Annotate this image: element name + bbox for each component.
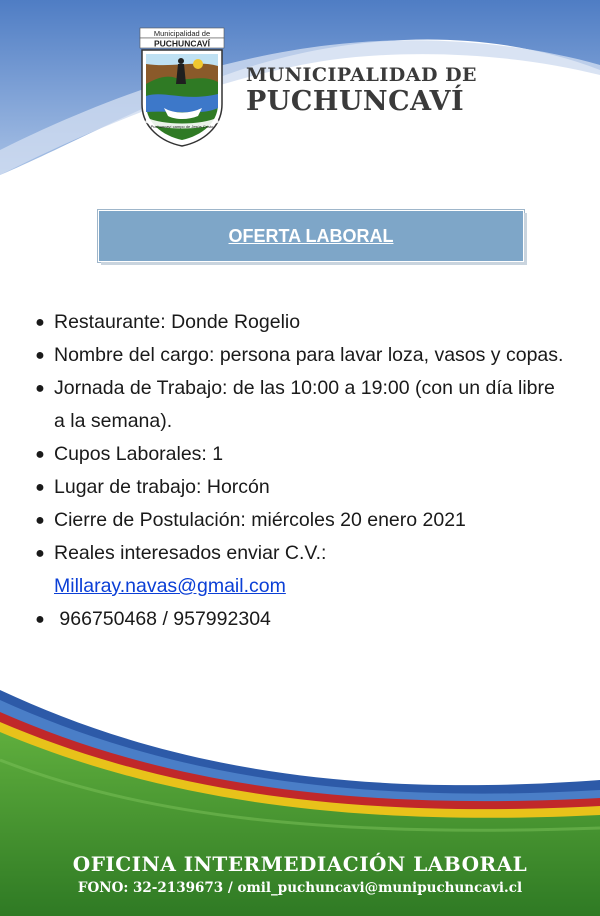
bullet-icon: ● [35, 314, 45, 331]
openings-text: Cupos Laborales: 1 [54, 443, 224, 465]
logo-motto: Puchuncaví campo de Jesús Cristo [150, 124, 214, 129]
phones-text: 966750468 / 957992304 [54, 608, 271, 630]
apply-text: Reales interesados enviar C.V.: [54, 542, 327, 564]
bullet-icon: ● [35, 512, 45, 529]
header-title-line1: MUNICIPALIDAD DE [246, 64, 478, 86]
bullet-icon: ● [35, 611, 45, 628]
detail-location [34, 471, 564, 504]
logo-caption: Municipalidad de [153, 29, 211, 38]
bullet-icon: ● [35, 380, 45, 397]
bullet-icon: ● [35, 446, 45, 463]
restaurant-text: Restaurante: Donde Rogelio [54, 311, 301, 333]
footer-office-title: OFICINA INTERMEDIACIÓN LABORAL [72, 852, 528, 876]
detail-apply [34, 537, 564, 603]
detail-position [34, 339, 564, 372]
municipal-logo [132, 24, 232, 150]
detail-schedule [34, 372, 564, 438]
detail-openings [34, 438, 564, 471]
bullet-icon: ● [35, 545, 45, 562]
detail-restaurant [34, 306, 564, 339]
detail-deadline [34, 504, 564, 537]
logo-name: PUCHUNCAVÍ [153, 38, 211, 49]
job-offer-banner [98, 210, 524, 262]
email-link[interactable]: Millaray.navas@gmail.com [54, 575, 286, 597]
detail-phones [34, 603, 564, 636]
job-details-list [34, 306, 564, 636]
job-offer-title: OFERTA LABORAL [228, 225, 394, 246]
location-text: Lugar de trabajo: Horcón [54, 476, 270, 498]
deadline-text: Cierre de Postulación: miércoles 20 enero 2021 [54, 509, 466, 531]
schedule-text: Jornada de Trabajo: de las 10:00 a 19:00 (con un día libre a la semana). [54, 377, 555, 432]
header-title-line2: PUCHUNCAVÍ [246, 86, 465, 117]
footer-contact-info: FONO: 32-2139673 / omil_puchuncavi@munipuchuncavi.cl [77, 880, 523, 896]
bullet-icon: ● [35, 479, 45, 496]
bullet-icon: ● [35, 347, 45, 364]
position-text: Nombre del cargo: persona para lavar loza, vasos y copas. [54, 344, 564, 366]
